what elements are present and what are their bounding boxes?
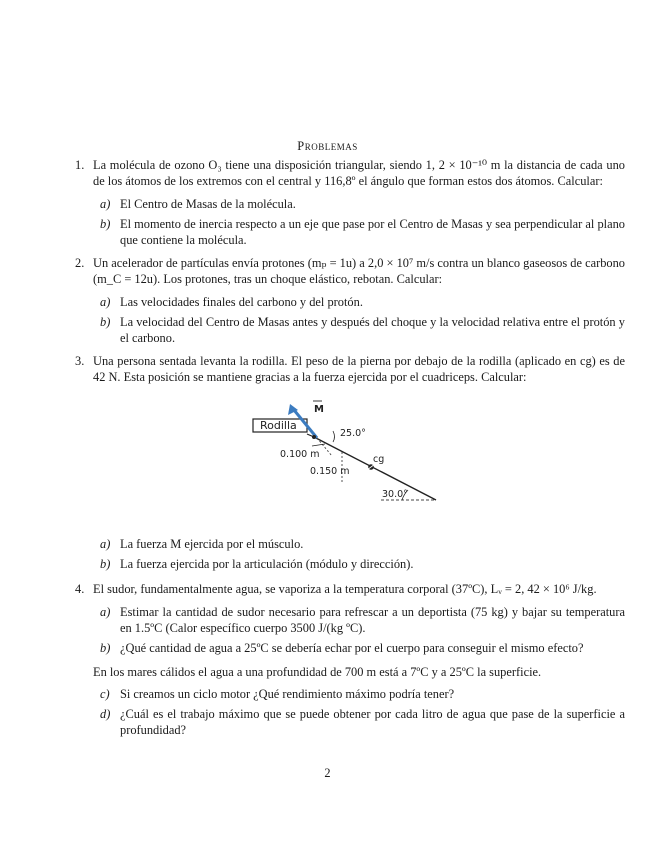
item-label: b) [100, 315, 111, 329]
problem-4-item-d [100, 706, 625, 738]
problem-number: 4. [75, 582, 85, 596]
item-label: b) [100, 641, 111, 655]
item-text: Las velocidades finales del carbono y del protón. [120, 295, 363, 309]
item-label: c) [100, 687, 110, 701]
angle-arc-top [333, 431, 335, 442]
problem-number: 3. [75, 354, 85, 368]
problem-1-item-b [100, 216, 625, 248]
item-label: a) [100, 197, 111, 211]
item-text: El momento de inercia respecto a un eje que pase por el Centro de Masas y sea perpendicular al plano que contiene la molécula. [120, 217, 625, 247]
item-label: b) [100, 557, 111, 571]
problem-2-item-a [100, 294, 625, 310]
problem-4-item-b [100, 640, 625, 656]
item-text: Estimar la cantidad de sudor necesario para refrescar a un deportista (75 kg) y bajar su temperatura en 1.5ºC (Calor específico cuerpo 3500 J/(kg ºC). [120, 605, 625, 635]
problem-1 [75, 157, 625, 189]
problem-2-item-b [100, 314, 625, 346]
item-label: a) [100, 295, 111, 309]
cg-label: cg [373, 454, 385, 465]
problem-4 [75, 581, 625, 597]
rodilla-label: Rodilla [260, 419, 297, 432]
item-text: ¿Qué cantidad de agua a 25ºC se debería echar por el cuerpo para conseguir el mismo efecto? [120, 641, 584, 655]
force-label: M [314, 404, 324, 415]
distance-2-label: 0.150 m [310, 466, 350, 477]
problem-4-item-a [100, 604, 625, 636]
knee-joint [312, 435, 316, 439]
item-text: Si creamos un ciclo motor ¿Qué rendimiento máximo podría tener? [120, 687, 455, 701]
item-text: La fuerza ejercida por la articulación (módulo y dirección). [120, 557, 414, 571]
page-number: 2 [324, 766, 331, 780]
problem-2 [75, 255, 625, 287]
problem-text: Una persona sentada levanta la rodilla. El peso de la pierna por debajo de la rodilla (aplicado en cg) es de 42 N. Esta posición se mantiene gracias a la fuerza ejercida por el cuadriceps. Calcular: [93, 354, 625, 384]
problem-4-item-c [100, 686, 625, 702]
problem-3 [75, 353, 625, 385]
item-label: a) [100, 537, 111, 551]
distance-1-label: 0.100 m [280, 449, 320, 460]
problem-number: 2. [75, 256, 85, 270]
item-label: a) [100, 605, 111, 619]
problem-text: El sudor, fundamentalmente agua, se vaporiza a la temperatura corporal (37ºC), Lᵥ = 2, 42 × 10⁶ J/kg. [93, 582, 597, 596]
problem-number: 1. [75, 158, 85, 172]
section-heading: Problemas [297, 139, 358, 153]
item-text: El Centro de Masas de la molécula. [120, 197, 296, 211]
item-label: d) [100, 707, 111, 721]
item-text: La velocidad del Centro de Masas antes y después del choque y la velocidad relativa entre el protón y el carbono. [120, 315, 625, 345]
knee-diagram [250, 396, 440, 508]
angle-bottom-label: 30.0° [382, 489, 408, 500]
item-text: ¿Cuál es el trabajo máximo que se puede obtener por cada litro de agua que pase de la superficie a profundidad? [120, 707, 625, 737]
problem-4-extra-text: En los mares cálidos el agua a una profundidad de 700 m está a 7ºC y a 25ºC la superficie. [93, 665, 542, 679]
problem-text: Un acelerador de partículas envía protones (mₚ = 1u) a 2,0 × 10⁷ m/s contra un blanco gaseosos de carbono (m_C = 12u). Los protones, tras un choque elástico, rebotan. Calcular: [93, 256, 625, 286]
problem-1-item-a [100, 196, 625, 212]
problem-text: La molécula de ozono O₃ tiene una disposición triangular, siendo 1, 2 × 10⁻¹⁰ m la distancia de cada uno de los átomos de los extremos con el central y 116,8º el ángulo que forman estos dos átomos. Calcular: [93, 158, 625, 188]
problem-3-item-b [100, 556, 625, 572]
problem-3-item-a [100, 536, 625, 552]
knee-diagram-svg [250, 396, 440, 508]
item-text: La fuerza M ejercida por el músculo. [120, 537, 304, 551]
angle-top-label: 25.0° [340, 428, 366, 439]
item-label: b) [100, 217, 111, 231]
